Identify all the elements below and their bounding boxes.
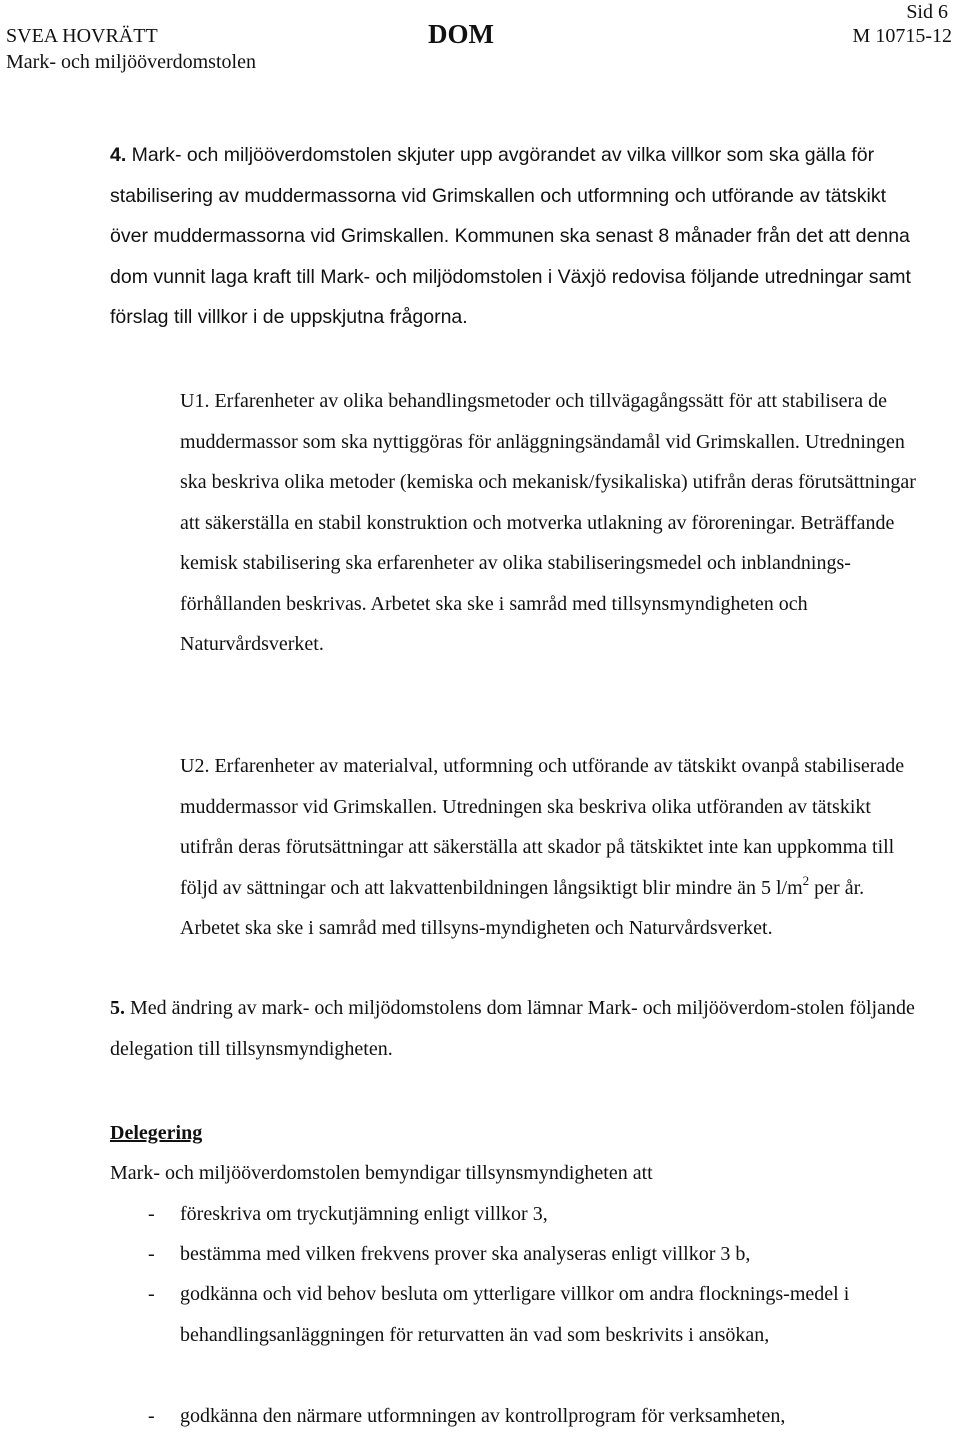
list-dash: - [148,1243,155,1265]
list-item [110,1396,920,1437]
department-name: Mark- och miljööverdomstolen [6,51,256,73]
delegation-intro: Mark- och miljööverdomstolen bemyndigar tillsynsmyndigheten att [110,1162,653,1184]
section-5-text: Med ändring av mark- och miljödomstolens dom lämnar Mark- och miljööverdom-stolen följande delegation till tillsynsmyndigheten. [110,997,915,1060]
section-4-paragraph [110,135,920,338]
list-dash: - [148,1283,155,1305]
delegation-heading [110,1113,202,1153]
list-item [110,1194,920,1235]
list-item-text: bestämma med vilken frekvens prover ska analyseras enligt villkor 3 b, [180,1243,751,1265]
u2-text-b: per år. Arbetet ska ske i samråd med tillsyns-myndigheten och Naturvårdsverket. [180,876,865,939]
section-5-number: 5. [110,997,125,1019]
list-item-text: föreskriva om tryckutjämning enligt villkor 3, [180,1203,548,1225]
page-number: Sid 6 [906,1,948,23]
list-item [110,1274,920,1355]
u1-paragraph: U1. Erfarenheter av olika behandlingsmetoder och tillvägagångssätt för att stabilisera de muddermassor som ska nyttiggöras för anläggningsändamål vid Grimskallen. Utredningen ska beskriva olika metoder (kemiska och mekanisk/fysikaliska) utifrån deras förutsättningar att säkerställa en stabil konstruktion och motverka utlakning av föroreningar. Beträffande kemisk stabilisering ska erfarenheter av olika stabiliseringsmedel och inblandnings-förhållanden beskrivas. Arbetet ska ske i samråd med tillsynsmyndigheten och Naturvårdsverket. [180,390,916,655]
section-4-number: 4. [110,144,127,166]
u2-text-a: U2. Erfarenheter av materialval, utformning och utförande av tätskikt ovanpå stabiliserade muddermassor vid Grimskallen. Utredningen ska beskriva olika utföranden av tätskikt utifrån deras förutsättningar att säkerställa att skador på tätskiktet inte kan uppkomma till följd av sättningar och att lakvattenbildningen långsiktigt blir mindre än 5 l/m [180,755,905,899]
court-name: SVEA HOVRÄTT [6,25,158,47]
u2-paragraph [180,746,920,949]
list-dash: - [148,1405,155,1427]
section-5-paragraph [110,988,920,1069]
list-item-text: godkänna den närmare utformningen av kontrollprogram för verksamheten, [180,1405,786,1427]
case-number: M 10715-12 [852,25,952,47]
list-item-text: godkänna och vid behov besluta om ytterligare villkor om andra flocknings-medel i behandlingsanläggningen för returvatten än vad som beskrivits i ansökan, [180,1283,850,1346]
list-dash: - [148,1203,155,1225]
page-header [0,0,960,80]
list-item [110,1234,920,1275]
u2-superscript: 2 [802,872,810,888]
delegation-heading-text: Delegering [110,1122,203,1144]
document-type: DOM [428,19,494,49]
section-4-text: Mark- och miljööverdomstolen skjuter upp avgörandet av vilka villkor som ska gälla för stabilisering av muddermassorna vid Grimskallen och utformning och utförande av tätskikt över muddermassorna vid Grimskallen. Kommunen ska senast 8 månader från det att denna dom vunnit laga kraft till Mark- och miljödomstolen i Växjö redovisa följande utredningar samt förslag till villkor i de uppskjutna frågorna. [110,144,911,328]
